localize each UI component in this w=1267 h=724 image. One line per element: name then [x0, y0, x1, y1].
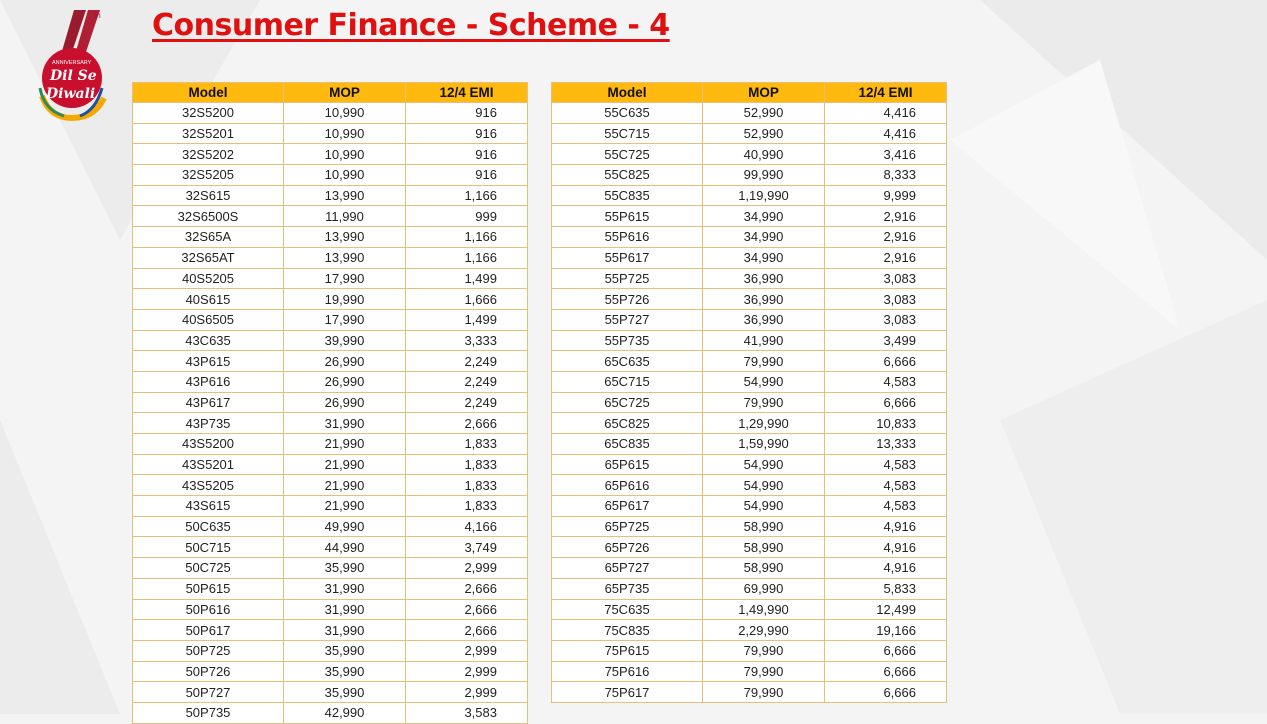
table-row: [133, 309, 528, 330]
cell-mop: 1,19,990: [703, 185, 825, 206]
table-row: [552, 227, 947, 248]
cell-mop: 39,990: [284, 330, 406, 351]
cell-emi: 4,416: [825, 123, 947, 144]
cell-model: 55C725: [552, 144, 703, 165]
cell-mop: 1,59,990: [703, 434, 825, 455]
cell-model: 43S615: [133, 496, 284, 517]
cell-emi: 3,416: [825, 144, 947, 165]
table-header-row: [133, 83, 528, 103]
table-row: [552, 123, 947, 144]
cell-model: 43P615: [133, 351, 284, 372]
cell-emi: 1,833: [406, 454, 528, 475]
table-row: [552, 475, 947, 496]
table-row: [133, 475, 528, 496]
cell-emi: 1,499: [406, 268, 528, 289]
table-row: [133, 268, 528, 289]
cell-model: 50P726: [133, 661, 284, 682]
cell-emi: 3,749: [406, 537, 528, 558]
table-row: [552, 640, 947, 661]
table-row: [133, 413, 528, 434]
table-row: [552, 454, 947, 475]
cell-emi: 3,583: [406, 702, 528, 723]
table-row: [133, 351, 528, 372]
cell-model: 55C715: [552, 123, 703, 144]
cell-model: 50P727: [133, 682, 284, 703]
cell-mop: 21,990: [284, 475, 406, 496]
cell-mop: 13,990: [284, 185, 406, 206]
cell-mop: 26,990: [284, 351, 406, 372]
cell-emi: 2,666: [406, 620, 528, 641]
cell-emi: 9,999: [825, 185, 947, 206]
cell-mop: 17,990: [284, 309, 406, 330]
cell-model: 40S5205: [133, 268, 284, 289]
table-row: [133, 702, 528, 723]
cell-emi: 916: [406, 103, 528, 124]
cell-mop: 54,990: [703, 371, 825, 392]
cell-model: 50P615: [133, 578, 284, 599]
cell-model: 55C635: [552, 103, 703, 124]
cell-mop: 31,990: [284, 413, 406, 434]
column-header-emi: 12/4 EMI: [406, 83, 528, 103]
table-row: [133, 558, 528, 579]
table-row: [552, 661, 947, 682]
cell-emi: 8,333: [825, 165, 947, 186]
cell-model: 65P617: [552, 496, 703, 517]
cell-model: 32S5205: [133, 165, 284, 186]
cell-model: 55C835: [552, 185, 703, 206]
cell-emi: 2,666: [406, 599, 528, 620]
cell-model: 32S615: [133, 185, 284, 206]
cell-model: 65C835: [552, 434, 703, 455]
table-row: [133, 392, 528, 413]
cell-model: 65P725: [552, 516, 703, 537]
cell-model: 65C725: [552, 392, 703, 413]
cell-emi: 916: [406, 144, 528, 165]
table-row: [133, 371, 528, 392]
cell-emi: 2,999: [406, 661, 528, 682]
table-row: [133, 661, 528, 682]
cell-mop: 2,29,990: [703, 620, 825, 641]
cell-model: 50C725: [133, 558, 284, 579]
cell-model: 65P726: [552, 537, 703, 558]
table-row: [133, 454, 528, 475]
cell-mop: 42,990: [284, 702, 406, 723]
cell-model: 65C635: [552, 351, 703, 372]
cell-model: 55P726: [552, 289, 703, 310]
cell-mop: 34,990: [703, 247, 825, 268]
table-row: [133, 185, 528, 206]
cell-emi: 3,083: [825, 289, 947, 310]
cell-mop: 40,990: [703, 144, 825, 165]
cell-mop: 41,990: [703, 330, 825, 351]
column-header-emi: 12/4 EMI: [825, 83, 947, 103]
cell-mop: 17,990: [284, 268, 406, 289]
table-row: [552, 144, 947, 165]
cell-emi: 10,833: [825, 413, 947, 434]
cell-emi: 2,999: [406, 682, 528, 703]
cell-mop: 44,990: [284, 537, 406, 558]
cell-emi: 3,499: [825, 330, 947, 351]
table-row: [133, 682, 528, 703]
column-header-mop: MOP: [284, 83, 406, 103]
table-row: [552, 558, 947, 579]
anniversary-logo: [30, 6, 145, 121]
cell-emi: 3,333: [406, 330, 528, 351]
table-row: [552, 247, 947, 268]
cell-emi: 6,666: [825, 351, 947, 372]
cell-model: 43P735: [133, 413, 284, 434]
cell-model: 55P735: [552, 330, 703, 351]
table-row: [552, 289, 947, 310]
logo-line1: Dil Se: [50, 68, 97, 84]
cell-emi: 19,166: [825, 620, 947, 641]
cell-mop: 19,990: [284, 289, 406, 310]
cell-emi: 1,166: [406, 227, 528, 248]
cell-emi: 1,833: [406, 475, 528, 496]
cell-model: 50C715: [133, 537, 284, 558]
table-row: [552, 165, 947, 186]
cell-emi: 3,083: [825, 309, 947, 330]
cell-emi: 4,583: [825, 475, 947, 496]
cell-emi: 2,916: [825, 247, 947, 268]
cell-mop: 79,990: [703, 661, 825, 682]
cell-emi: 2,249: [406, 392, 528, 413]
cell-mop: 35,990: [284, 661, 406, 682]
cell-mop: 35,990: [284, 682, 406, 703]
cell-mop: 99,990: [703, 165, 825, 186]
cell-model: 32S65A: [133, 227, 284, 248]
table-row: [552, 434, 947, 455]
table-row: [552, 185, 947, 206]
cell-mop: 31,990: [284, 578, 406, 599]
table-row: [133, 103, 528, 124]
cell-emi: 3,083: [825, 268, 947, 289]
table-row: [552, 620, 947, 641]
cell-model: 32S5200: [133, 103, 284, 124]
table-header-row: [552, 83, 947, 103]
cell-model: 43S5205: [133, 475, 284, 496]
cell-mop: 79,990: [703, 392, 825, 413]
cell-emi: 916: [406, 165, 528, 186]
table-row: [133, 496, 528, 517]
cell-mop: 36,990: [703, 289, 825, 310]
cell-mop: 35,990: [284, 558, 406, 579]
cell-model: 50C635: [133, 516, 284, 537]
cell-mop: 13,990: [284, 227, 406, 248]
cell-emi: 4,916: [825, 537, 947, 558]
cell-model: 50P617: [133, 620, 284, 641]
cell-emi: 4,583: [825, 496, 947, 517]
cell-model: 32S65AT: [133, 247, 284, 268]
cell-emi: 2,916: [825, 206, 947, 227]
table-row: [133, 640, 528, 661]
column-header-model: Model: [133, 83, 284, 103]
cell-model: 40S615: [133, 289, 284, 310]
cell-model: 43P617: [133, 392, 284, 413]
cell-emi: 12,499: [825, 599, 947, 620]
cell-model: 55P617: [552, 247, 703, 268]
logo-line2: Diwali: [46, 86, 96, 102]
cell-model: 55P725: [552, 268, 703, 289]
table-row: [552, 309, 947, 330]
table-row: [552, 330, 947, 351]
cell-model: 40S6505: [133, 309, 284, 330]
cell-mop: 11,990: [284, 206, 406, 227]
table-row: [552, 268, 947, 289]
table-row: [552, 103, 947, 124]
cell-emi: 6,666: [825, 640, 947, 661]
table-row: [552, 537, 947, 558]
cell-mop: 21,990: [284, 496, 406, 517]
table-row: [552, 371, 947, 392]
cell-mop: 21,990: [284, 434, 406, 455]
table-row: [133, 144, 528, 165]
cell-mop: 58,990: [703, 537, 825, 558]
cell-model: 75P615: [552, 640, 703, 661]
cell-emi: 1,833: [406, 434, 528, 455]
table-row: [552, 516, 947, 537]
cell-model: 43P616: [133, 371, 284, 392]
table-row: [133, 289, 528, 310]
cell-mop: 54,990: [703, 454, 825, 475]
cell-mop: 13,990: [284, 247, 406, 268]
table-row: [133, 599, 528, 620]
cell-emi: 2,249: [406, 351, 528, 372]
table-row: [552, 206, 947, 227]
table-row: [133, 620, 528, 641]
cell-mop: 10,990: [284, 144, 406, 165]
cell-mop: 34,990: [703, 206, 825, 227]
cell-model: 43S5201: [133, 454, 284, 475]
cell-emi: 999: [406, 206, 528, 227]
logo-anniversary: ANNIVERSARY: [52, 60, 92, 66]
table-row: [552, 578, 947, 599]
cell-model: 43S5200: [133, 434, 284, 455]
cell-emi: 2,999: [406, 640, 528, 661]
cell-mop: 36,990: [703, 309, 825, 330]
table-row: [133, 537, 528, 558]
cell-model: 65P727: [552, 558, 703, 579]
cell-model: 43C635: [133, 330, 284, 351]
table-row: [133, 206, 528, 227]
cell-emi: 4,583: [825, 371, 947, 392]
cell-emi: 4,916: [825, 558, 947, 579]
cell-emi: 6,666: [825, 392, 947, 413]
cell-emi: 916: [406, 123, 528, 144]
cell-mop: 58,990: [703, 516, 825, 537]
cell-mop: 1,49,990: [703, 599, 825, 620]
cell-emi: 13,333: [825, 434, 947, 455]
cell-model: 50P725: [133, 640, 284, 661]
cell-emi: 2,249: [406, 371, 528, 392]
cell-model: 75C635: [552, 599, 703, 620]
cell-mop: 36,990: [703, 268, 825, 289]
cell-model: 65P735: [552, 578, 703, 599]
table-row: [133, 578, 528, 599]
cell-mop: 31,990: [284, 599, 406, 620]
cell-model: 55P615: [552, 206, 703, 227]
table-row: [552, 599, 947, 620]
table-row: [552, 351, 947, 372]
table-row: [552, 392, 947, 413]
cell-emi: 1,166: [406, 185, 528, 206]
cell-model: 65C825: [552, 413, 703, 434]
cell-emi: 1,166: [406, 247, 528, 268]
cell-emi: 2,666: [406, 578, 528, 599]
cell-emi: 1,499: [406, 309, 528, 330]
cell-mop: 26,990: [284, 392, 406, 413]
cell-mop: 10,990: [284, 165, 406, 186]
table-row: [133, 165, 528, 186]
logo-superscript: th: [94, 11, 101, 20]
table-row: [552, 682, 947, 703]
table-row: [133, 247, 528, 268]
cell-emi: 4,166: [406, 516, 528, 537]
cell-mop: 79,990: [703, 682, 825, 703]
page-title: Consumer Finance - Scheme - 4: [152, 8, 670, 43]
cell-mop: 52,990: [703, 103, 825, 124]
cell-mop: 34,990: [703, 227, 825, 248]
cell-emi: 2,999: [406, 558, 528, 579]
cell-mop: 26,990: [284, 371, 406, 392]
cell-emi: 6,666: [825, 661, 947, 682]
table-row: [552, 496, 947, 517]
table-row: [133, 227, 528, 248]
cell-mop: 52,990: [703, 123, 825, 144]
cell-mop: 1,29,990: [703, 413, 825, 434]
table-row: [133, 516, 528, 537]
pricing-table-right: [551, 82, 947, 703]
cell-model: 75P616: [552, 661, 703, 682]
table-row: [133, 330, 528, 351]
table-row: [133, 123, 528, 144]
cell-model: 65C715: [552, 371, 703, 392]
cell-mop: 10,990: [284, 103, 406, 124]
cell-mop: 54,990: [703, 475, 825, 496]
cell-model: 65P616: [552, 475, 703, 496]
cell-mop: 79,990: [703, 351, 825, 372]
cell-emi: 4,416: [825, 103, 947, 124]
cell-emi: 4,583: [825, 454, 947, 475]
cell-model: 32S5201: [133, 123, 284, 144]
cell-mop: 49,990: [284, 516, 406, 537]
column-header-mop: MOP: [703, 83, 825, 103]
cell-mop: 69,990: [703, 578, 825, 599]
cell-model: 55P727: [552, 309, 703, 330]
cell-mop: 54,990: [703, 496, 825, 517]
cell-mop: 79,990: [703, 640, 825, 661]
cell-model: 65P615: [552, 454, 703, 475]
cell-emi: 1,666: [406, 289, 528, 310]
cell-emi: 5,833: [825, 578, 947, 599]
cell-emi: 6,666: [825, 682, 947, 703]
cell-model: 75P617: [552, 682, 703, 703]
cell-emi: 2,916: [825, 227, 947, 248]
cell-mop: 58,990: [703, 558, 825, 579]
cell-model: 32S5202: [133, 144, 284, 165]
cell-model: 50P616: [133, 599, 284, 620]
table-row: [552, 413, 947, 434]
column-header-model: Model: [552, 83, 703, 103]
cell-mop: 10,990: [284, 123, 406, 144]
cell-model: 55P616: [552, 227, 703, 248]
cell-model: 55C825: [552, 165, 703, 186]
table-row: [133, 434, 528, 455]
pricing-table-left: [132, 82, 528, 724]
cell-mop: 31,990: [284, 620, 406, 641]
cell-model: 50P735: [133, 702, 284, 723]
cell-mop: 35,990: [284, 640, 406, 661]
cell-model: 32S6500S: [133, 206, 284, 227]
cell-model: 75C835: [552, 620, 703, 641]
cell-emi: 2,666: [406, 413, 528, 434]
cell-emi: 4,916: [825, 516, 947, 537]
cell-mop: 21,990: [284, 454, 406, 475]
cell-emi: 1,833: [406, 496, 528, 517]
